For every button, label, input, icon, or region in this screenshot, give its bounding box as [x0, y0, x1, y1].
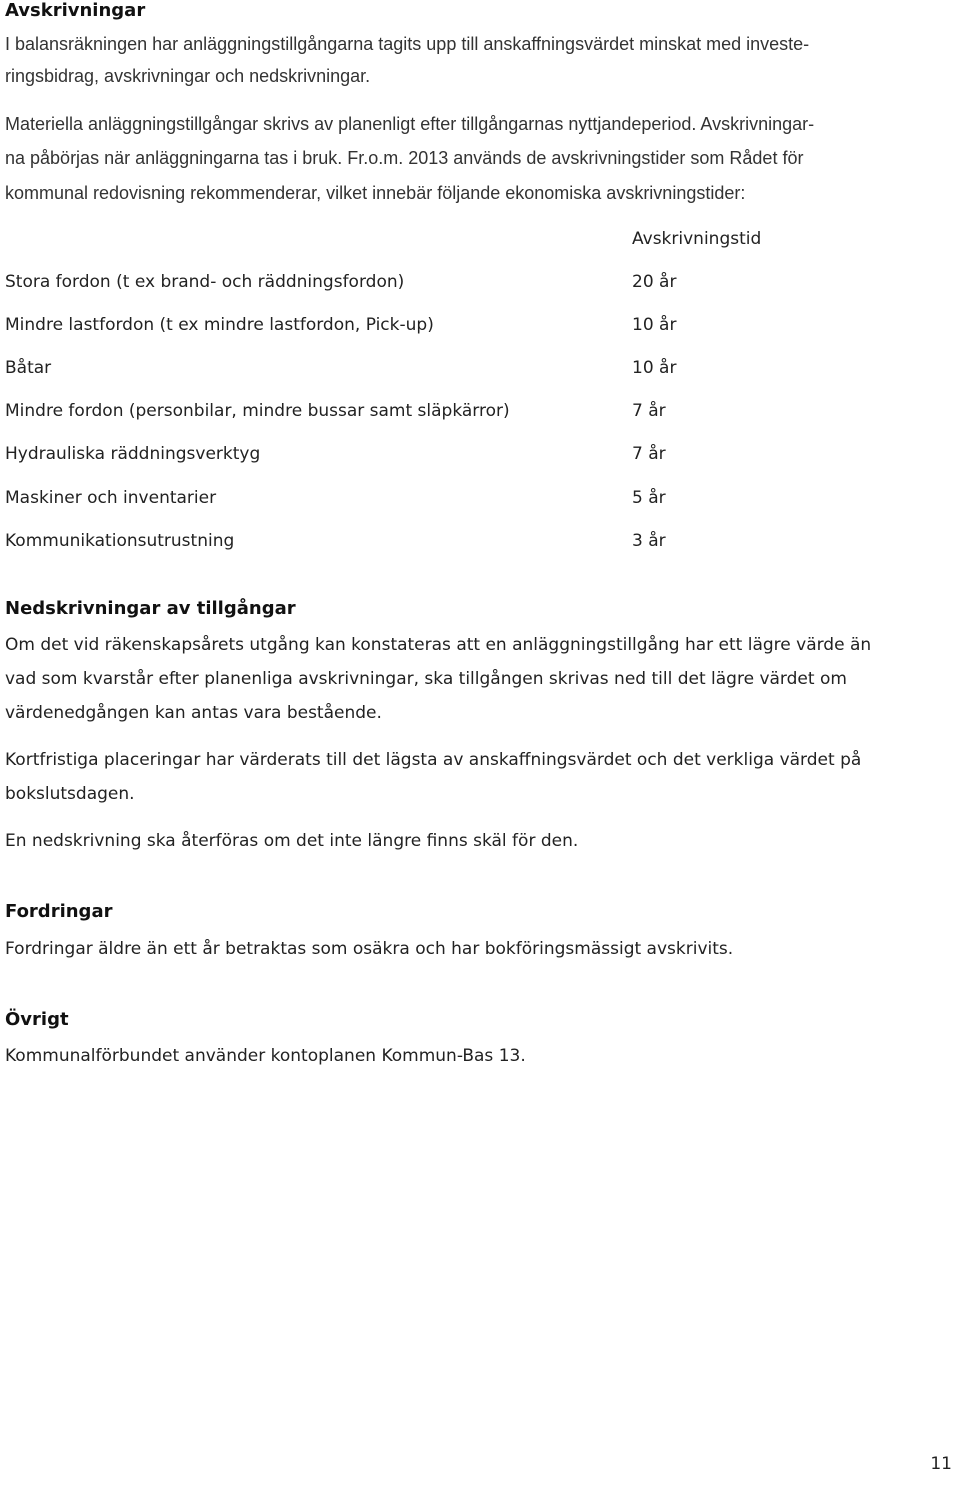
- page-number: 11: [930, 1454, 952, 1474]
- depreciation-period: 7 år: [632, 401, 666, 421]
- asset-name: Stora fordon (t ex brand- och räddningsfordon): [5, 272, 405, 292]
- table-row: [5, 401, 905, 431]
- paragraph-line: kommunal redovisning rekommenderar, vilket innebär följande ekonomiska avskrivningstider:: [5, 183, 746, 203]
- paragraph-line: En nedskrivning ska återföras om det inte längre finns skäl för den.: [5, 831, 579, 851]
- asset-name: Kommunikationsutrustning: [5, 531, 235, 551]
- paragraph-line: värdenedgången kan antas vara bestående.: [5, 703, 382, 723]
- paragraph-line: vad som kvarstår efter planenliga avskrivningar, ska tillgången skrivas ned till det lägre värdet om: [5, 669, 847, 689]
- paragraph-line: ringsbidrag, avskrivningar och nedskrivningar.: [5, 66, 371, 86]
- section-heading-nedskrivningar: Nedskrivningar av tillgångar: [5, 598, 296, 619]
- depreciation-period: 20 år: [632, 272, 677, 292]
- asset-name: Hydrauliska räddningsverktyg: [5, 444, 261, 464]
- paragraph-line: I balansräkningen har anläggningstillgångarna tagits upp till anskaffningsvärdet minskat med investe-: [5, 34, 810, 54]
- paragraph-line: Kortfristiga placeringar har värderats till det lägsta av anskaffningsvärdet och det verkliga värdet på: [5, 750, 862, 770]
- asset-name: Mindre fordon (personbilar, mindre bussar samt släpkärror): [5, 401, 510, 421]
- depreciation-period: 10 år: [632, 358, 677, 378]
- fordringar-paragraph: Fordringar äldre än ett år betraktas som osäkra och har bokföringsmässigt avskrivits.: [5, 939, 734, 959]
- section-heading-avskrivningar: Avskrivningar: [5, 0, 146, 21]
- depreciation-period: 3 år: [632, 531, 666, 551]
- depreciation-period: 10 år: [632, 315, 677, 335]
- paragraph-line: Om det vid räkenskapsårets utgång kan konstateras att en anläggningstillgång har ett lägre värde än: [5, 635, 872, 655]
- column-header-avskrivningstid: Avskrivningstid: [632, 229, 762, 249]
- section-heading-ovrigt: Övrigt: [5, 1009, 69, 1030]
- depreciation-period: 5 år: [632, 488, 666, 508]
- ovrigt-paragraph: Kommunalförbundet använder kontoplanen Kommun-Bas 13.: [5, 1046, 526, 1066]
- asset-name: Maskiner och inventarier: [5, 488, 217, 508]
- table-row: [5, 488, 905, 518]
- paragraph-line: na påbörjas när anläggningarna tas i bruk. Fr.o.m. 2013 används de avskrivningstider som Rådet för: [5, 148, 804, 168]
- paragraph-line: Materiella anläggningstillgångar skrivs av planenligt efter tillgångarnas nyttjandeperiod. Avskrivningar-: [5, 114, 815, 134]
- table-row: [5, 358, 905, 388]
- table-row: [5, 272, 905, 302]
- paragraph-line: bokslutsdagen.: [5, 784, 135, 804]
- table-row: [5, 315, 905, 345]
- section-heading-fordringar: Fordringar: [5, 901, 113, 922]
- asset-name: Mindre lastfordon (t ex mindre lastfordon, Pick-up): [5, 315, 434, 335]
- asset-name: Båtar: [5, 358, 52, 378]
- depreciation-period: 7 år: [632, 444, 666, 464]
- table-row: [5, 444, 905, 474]
- table-row: [5, 531, 905, 561]
